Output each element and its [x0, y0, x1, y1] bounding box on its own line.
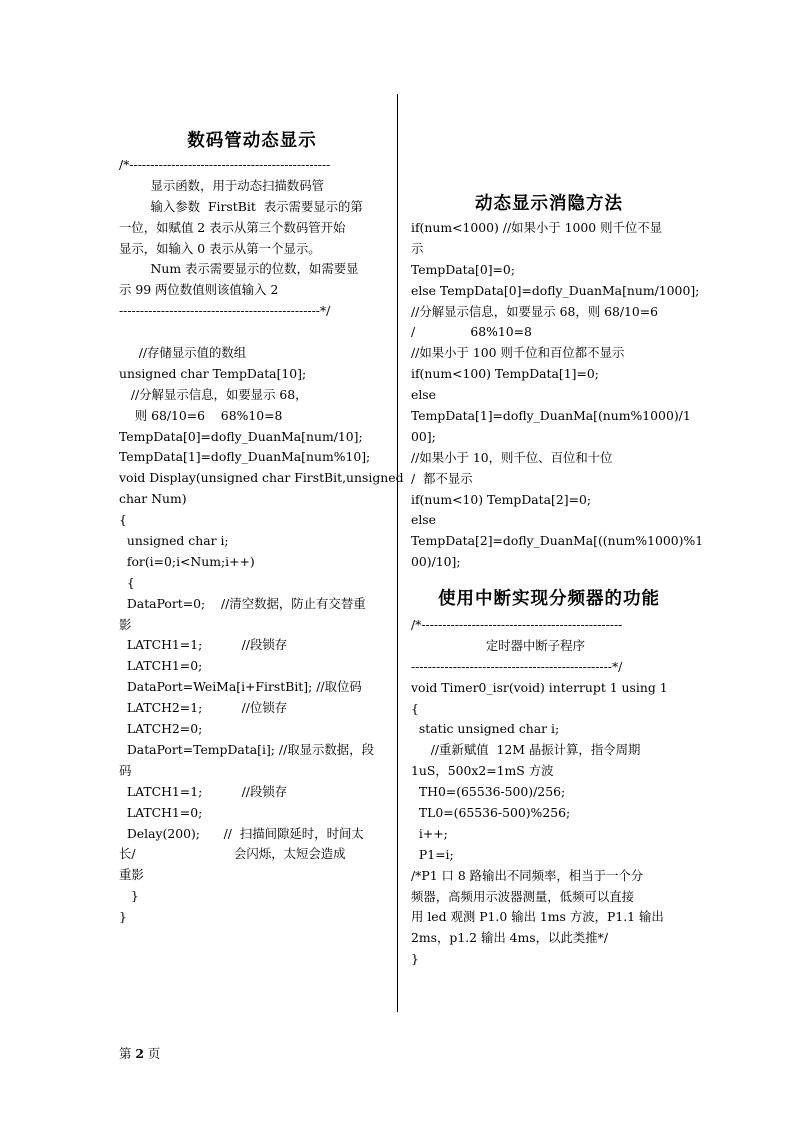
code-line: ------------------------------------------------*/	[411, 658, 623, 674]
right-code-block-1	[411, 218, 704, 573]
code-line: if(num<10) TempData[2]=0;	[411, 491, 592, 507]
code-line: //分解显示信息，如要显示 68，	[119, 386, 308, 402]
code-line: LATCH2=1; //位锁存	[119, 700, 288, 716]
code-line: char Num)	[119, 491, 187, 507]
section-title-frequency-divider: 使用中断实现分频器的功能	[438, 589, 660, 609]
code-line: / 都不显示	[411, 470, 473, 486]
code-line: 00)/10];	[411, 554, 461, 570]
code-line: }	[119, 909, 127, 925]
code-line: P1=i;	[411, 846, 454, 862]
code-line: void Timer0_isr(void) interrupt 1 using 1	[411, 679, 668, 695]
code-line: if(num<100) TempData[1]=0;	[411, 366, 599, 382]
code-line: }	[411, 951, 419, 967]
code-line: TL0=(65536-500)%256;	[411, 805, 571, 821]
code-line: TempData[1]=dofly_DuanMa[num%10];	[119, 449, 371, 465]
code-line: /*P1 口 8 路输出不同频率，相当于一个分	[411, 867, 644, 883]
code-line: Delay(200); // 扫描间隙延时，时间太	[119, 825, 364, 841]
code-line: 输入参数 FirstBit 表示需要显示的第	[119, 198, 363, 214]
code-line: 则 68/10=6 68%10=8	[119, 407, 283, 423]
code-line: 显示函数，用于动态扫描数码管	[119, 177, 324, 193]
section-title-blanking-method: 动态显示消隐方法	[475, 194, 623, 214]
code-line: 影	[119, 616, 132, 632]
code-line: LATCH1=1; //段锁存	[119, 637, 288, 653]
footer-prefix: 第	[119, 1046, 132, 1061]
code-line: / 68%10=8	[411, 324, 532, 340]
code-line: static unsigned char i;	[411, 721, 560, 737]
code-line: else	[411, 387, 436, 403]
code-line: LATCH2=0;	[119, 721, 203, 737]
code-line: //如果小于 10，则千位、百位和十位	[411, 449, 613, 465]
code-line: 1uS，500x2=1mS 方波	[411, 763, 554, 779]
code-line: if(num<1000) //如果小于 1000 则千位不显	[411, 220, 663, 235]
code-line: 显示，如输入 0 表示从第一个显示。	[119, 240, 321, 256]
code-line: }	[119, 888, 139, 904]
code-line: //如果小于 100 则千位和百位都不显示	[411, 345, 625, 361]
code-line: ------------------------------------------------*/	[119, 303, 331, 319]
code-line: else TempData[0]=dofly_DuanMa[num/1000];	[411, 282, 700, 298]
code-line: DataPort=0; //清空数据，防止有交替重	[119, 595, 366, 611]
code-line: else	[411, 512, 436, 528]
code-line: {	[119, 512, 127, 528]
code-line: 一位，如赋值 2 表示从第三个数码管开始	[119, 219, 346, 235]
code-line: TempData[0]=0;	[411, 261, 515, 277]
code-line: 示 99 两位数值则该值输入 2	[119, 282, 279, 298]
code-line: LATCH1=1; //段锁存	[119, 783, 288, 799]
code-line: 00];	[411, 428, 436, 444]
code-line: TempData[2]=dofly_DuanMa[((num%1000)%1	[411, 533, 704, 549]
code-line: LATCH1=0;	[119, 804, 203, 820]
code-line: for(i=0;i<Num;i++)	[119, 553, 255, 569]
code-line: TempData[1]=dofly_DuanMa[(num%1000)/1	[411, 408, 691, 424]
code-line: DataPort=TempData[i]; //取显示数据，段	[119, 741, 374, 757]
code-line: 用 led 观测 P1.0 输出 1ms 方波，P1.1 输出	[411, 909, 664, 925]
right-code-block-2	[411, 615, 687, 970]
code-line: TH0=(65536-500)/256;	[411, 784, 566, 800]
code-line: 码	[119, 762, 132, 778]
code-line: 2ms，p1.2 输出 4ms，以此类推*/	[411, 930, 608, 946]
page-footer	[119, 1044, 160, 1062]
code-line: //存储显示值的数组	[119, 345, 247, 361]
code-line: /*------------------------------------------------	[119, 157, 331, 172]
column-divider	[397, 94, 398, 1012]
code-line: //重新赋值 12M 晶振计算，指令周期	[411, 742, 641, 758]
code-line: 示	[411, 240, 424, 256]
code-line: {	[411, 700, 419, 716]
code-line: 重影	[119, 867, 144, 883]
page-number: 2	[135, 1046, 144, 1061]
code-line: unsigned char TempData[10];	[119, 365, 307, 381]
code-line	[119, 322, 385, 343]
section-title-dynamic-display: 数码管动态显示	[187, 131, 317, 151]
footer-suffix: 页	[147, 1046, 161, 1061]
code-line: Num 表示需要显示的位数，如需要显	[119, 261, 359, 277]
code-line: 频器，高频用示波器测量，低频可以直接	[411, 888, 635, 904]
code-line: 长/ 会闪烁，太短会造成	[119, 846, 346, 862]
code-line: unsigned char i;	[119, 533, 229, 549]
code-line: /*------------------------------------------------	[411, 617, 623, 632]
code-line: //分解显示信息，如要显示 68，则 68/10=6	[411, 303, 659, 319]
code-line: i++;	[411, 825, 448, 841]
code-line: {	[119, 574, 135, 590]
left-code-block	[119, 155, 404, 928]
code-line: TempData[0]=dofly_DuanMa[num/10];	[119, 428, 363, 444]
code-line: 定时器中断子程序	[411, 637, 585, 653]
code-line: LATCH1=0;	[119, 658, 203, 674]
code-line: void Display(unsigned char FirstBit,unsigned	[119, 470, 404, 486]
code-line: DataPort=WeiMa[i+FirstBit]; //取位码	[119, 679, 362, 695]
